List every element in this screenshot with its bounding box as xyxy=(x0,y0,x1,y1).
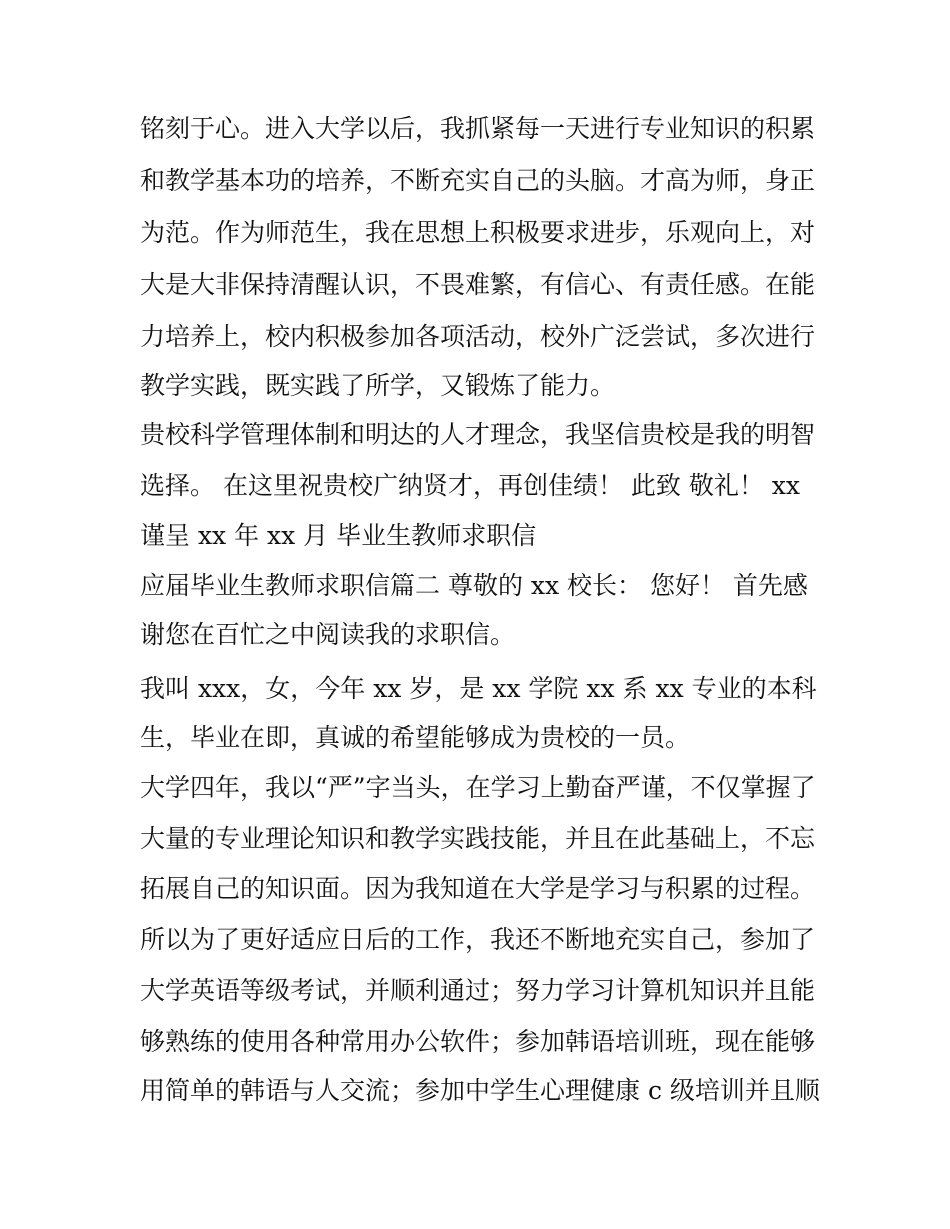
text-line: 教学实践，既实践了所学，又锻炼了能力。 xyxy=(140,371,616,400)
text-line: 用简单的韩语与人交流；参加中学生心理健康 c 级培训并且顺 xyxy=(140,1076,820,1105)
text-line: 谨呈 xx 年 xx 月 毕业生教师求职信 xyxy=(140,521,537,550)
text-line: 所以为了更好适应日后的工作，我还不断地充实自己，参加了 xyxy=(140,925,816,954)
text-line: 力培养上，校内积极参加各项活动，校外广泛尝试，多次进行 xyxy=(140,322,816,351)
text-line: 生，毕业在即，真诚的希望能够成为贵校的一员。 xyxy=(140,723,691,752)
text-line: 贵校科学管理体制和明达的人才理念，我坚信贵校是我的明智 xyxy=(140,420,816,449)
text-line: 大是大非保持清醒认识，不畏难繁，有信心、有责任感。在能 xyxy=(140,270,816,299)
text-line: 够熟练的使用各种常用办公软件；参加韩语培训班，现在能够 xyxy=(140,1027,816,1056)
text-line: 我叫 xxx，女，今年 xx 岁，是 xx 学院 xx 系 xx 专业的本科 xyxy=(140,674,817,703)
text-line: 选择。 在这里祝贵校广纳贤才，再创佳绩！ 此致 敬礼！ xx xyxy=(140,471,800,500)
text-line: 和教学基本功的培养，不断充实自己的头脑。才高为师，身正 xyxy=(140,166,816,195)
text-line: 为范。作为师范生，我在思想上积极要求进步，乐观向上，对 xyxy=(140,218,816,247)
text-line: 大学四年，我以“严”字当头，在学习上勤奋严谨，不仅掌握了 xyxy=(140,773,816,802)
text-line: 应届毕业生教师求职信篇二 尊敬的 xx 校长： 您好！ 首先感 xyxy=(140,571,808,600)
text-line: 谢您在百忙之中阅读我的求职信。 xyxy=(140,620,516,649)
text-line: 铭刻于心。进入大学以后，我抓紧每一天进行专业知识的积累 xyxy=(140,114,816,143)
text-line: 大学英语等级考试，并顺利通过；努力学习计算机知识并且能 xyxy=(140,976,816,1005)
text-line: 大量的专业理论知识和教学实践技能，并且在此基础上，不忘 xyxy=(140,824,816,853)
text-line: 拓展自己的知识面。因为我知道在大学是学习与积累的过程。 xyxy=(140,874,816,903)
